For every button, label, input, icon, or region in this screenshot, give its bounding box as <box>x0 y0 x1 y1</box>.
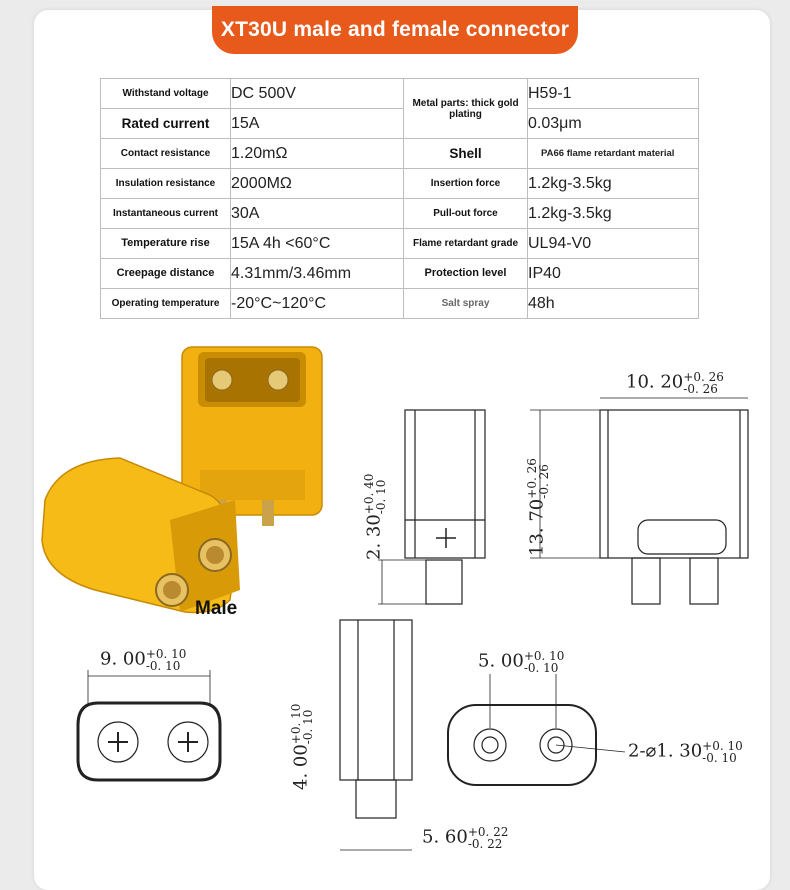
spec-key: Salt spray <box>404 289 528 319</box>
face-view-right <box>448 674 625 785</box>
spec-key: Flame retardant grade <box>404 229 528 259</box>
front-height-dim: 4. 00+0. 10 -0. 10 <box>289 703 315 790</box>
face-view-left <box>78 670 220 780</box>
spec-value: 1.2kg-3.5kg <box>528 199 699 229</box>
spec-value: 0.03μm <box>528 109 699 139</box>
spec-value: 30A <box>231 199 404 229</box>
spec-value: UL94-V0 <box>528 229 699 259</box>
spec-key: Protection level <box>404 259 528 289</box>
hole-dim: 2-⌀1. 30+0. 10 -0. 10 <box>628 739 743 765</box>
spec-value: 15A 4h <60°C <box>231 229 404 259</box>
spec-key: Instantaneous current <box>101 199 231 229</box>
spec-value: 1.2kg-3.5kg <box>528 169 699 199</box>
spec-key: Contact resistance <box>101 139 231 169</box>
width-top-dim: 10. 20+0. 26 -0. 26 <box>626 370 724 396</box>
spec-value: PA66 flame retardant material <box>528 139 699 169</box>
height-side-dim: 13. 70+0. 26 -0. 26 <box>525 458 551 556</box>
spec-key: Operating temperature <box>101 289 231 319</box>
spec-value: 15A <box>231 109 404 139</box>
spec-key: Pull-out force <box>404 199 528 229</box>
side-view-bottom <box>340 620 412 850</box>
spec-value: 48h <box>528 289 699 319</box>
pin-length-dim: 2. 30+0. 40 -0. 10 <box>362 473 388 560</box>
pitch-dim: 5. 00+0. 10 -0. 10 <box>478 649 565 675</box>
spec-key: Withstand voltage <box>101 79 231 109</box>
side-view <box>378 410 485 604</box>
spec-key: Shell <box>404 139 528 169</box>
spec-key: Temperature rise <box>101 229 231 259</box>
spec-value: 4.31mm/3.46mm <box>231 259 404 289</box>
page-title: XT30U male and female connector <box>212 6 578 54</box>
spec-value: DC 500V <box>231 79 404 109</box>
spec-key: Insulation resistance <box>101 169 231 199</box>
front-width-dim: 9. 00+0. 10 -0. 10 <box>100 647 187 673</box>
spec-value: 1.20mΩ <box>231 139 404 169</box>
spec-key: Rated current <box>101 109 231 139</box>
spec-key: Insertion force <box>404 169 528 199</box>
male-label: Male <box>195 598 238 619</box>
bottom-width-dim: 5. 60+0. 22 -0. 22 <box>422 825 509 851</box>
spec-key: Metal parts: thick gold plating <box>404 79 528 139</box>
front-view <box>530 398 748 604</box>
spec-value: 2000MΩ <box>231 169 404 199</box>
spec-key: Creepage distance <box>101 259 231 289</box>
spec-value: -20°C~120°C <box>231 289 404 319</box>
spec-value: IP40 <box>528 259 699 289</box>
spec-value: H59-1 <box>528 79 699 109</box>
